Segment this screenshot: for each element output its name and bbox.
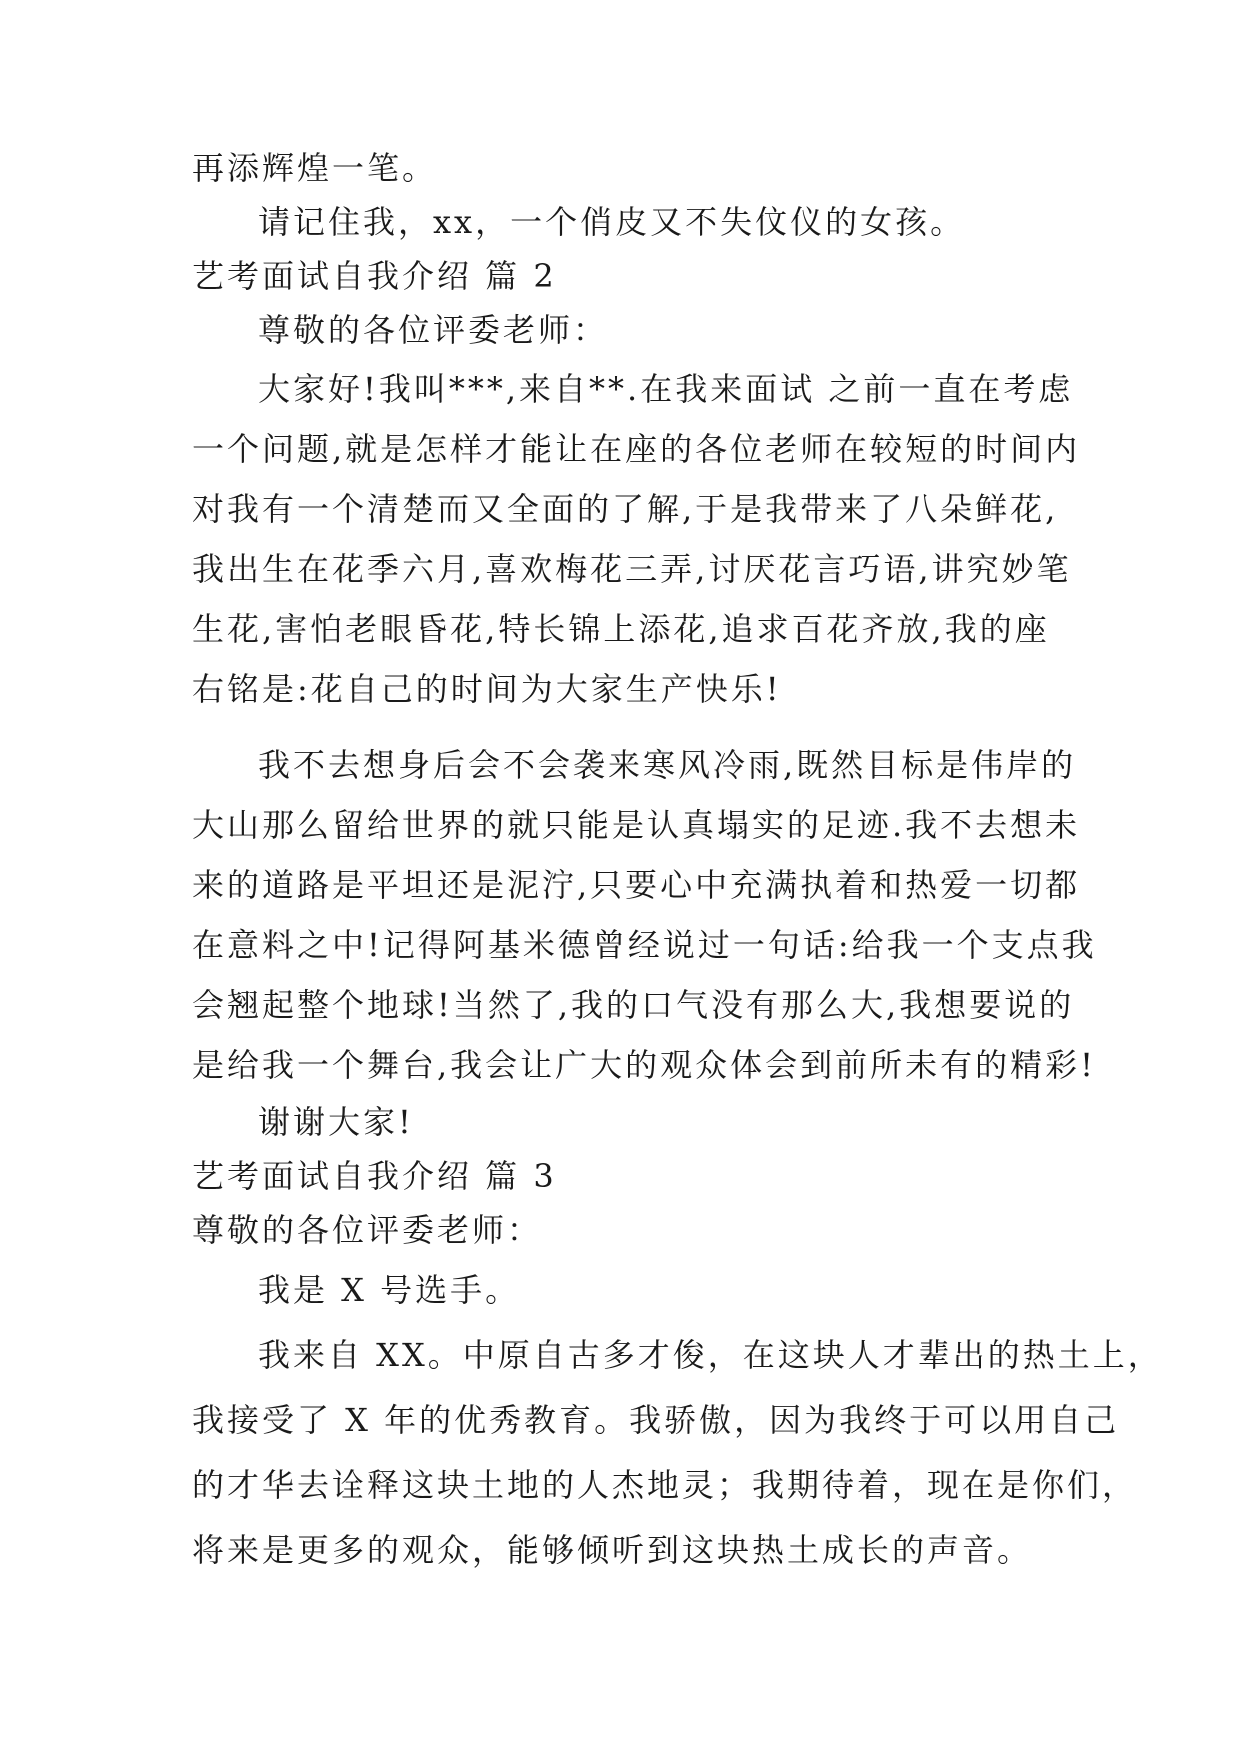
paragraph-line: 请记住我，xx，一个俏皮又不失伩仪的女孩。 [258,203,966,241]
paragraph-line: 我不去想身后会不会袭来寒风冷雨,既然目标是伟岸的 [258,746,1077,784]
paragraph-line: 会翘起整个地球!当然了,我的口气没有那么大,我想要说的 [192,986,1075,1024]
paragraph-line: 是给我一个舞台,我会让广大的观众体会到前所未有的精彩! [192,1046,1097,1084]
paragraph-line: 再添辉煌一笔。 [192,149,438,187]
paragraph-line: 一个问题,就是怎样才能让在座的各位老师在较短的时间内 [192,430,1081,468]
paragraph-line: 将来是更多的观众，能够倾听到这块热土成长的声音。 [192,1531,1033,1569]
salutation: 尊敬的各位评委老师： [192,1211,543,1249]
paragraph-line: 我来自 XX。中原自古多才俊，在这块人才辈出的热土上， [258,1336,1163,1374]
paragraph-line: 我是 X 号选手。 [258,1271,521,1309]
paragraph-line: 的才华去诠释这块土地的人杰地灵；我期待着，现在是你们， [192,1466,1138,1504]
paragraph-line: 谢谢大家! [258,1103,414,1141]
paragraph-line: 右铭是:花自己的时间为大家生产快乐! [192,670,782,708]
salutation: 尊敬的各位评委老师： [258,311,609,349]
paragraph-line: 来的道路是平坦还是泥泞,只要心中充满执着和热爱一切都 [192,866,1081,904]
section-heading: 艺考面试自我介绍 篇 3 [192,1157,557,1195]
paragraph-line: 对我有一个清楚而又全面的了解,于是我带来了八朵鲜花, [192,490,1059,528]
section-heading: 艺考面试自我介绍 篇 2 [192,257,557,295]
paragraph-line: 大家好!我叫***,来自**.在我来面试 之前一直在考虑 [258,370,1074,408]
paragraph-line: 生花,害怕老眼昏花,特长锦上添花,追求百花齐放,我的座 [192,610,1050,648]
paragraph-line: 我接受了 X 年的优秀教育。我骄傲，因为我终于可以用自己 [192,1401,1120,1439]
paragraph-line: 我出生在花季六月,喜欢梅花三弄,讨厌花言巧语,讲究妙笔 [192,550,1072,588]
paragraph-line: 大山那么留给世界的就只能是认真塌实的足迹.我不去想未 [192,806,1081,844]
paragraph-line: 在意料之中!记得阿基米德曾经说过一句话:给我一个支点我 [192,926,1097,964]
